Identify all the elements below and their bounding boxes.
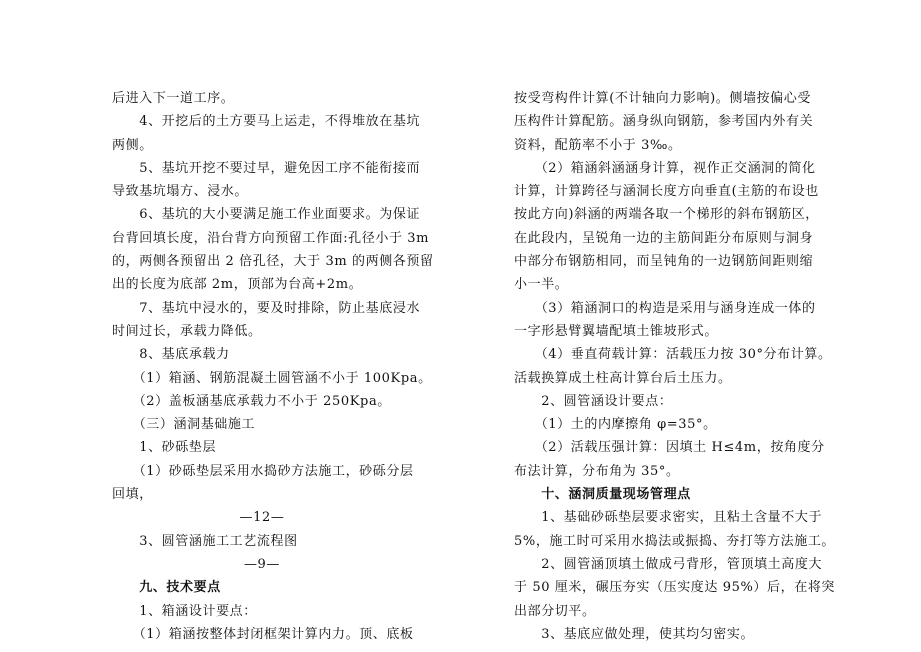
text-line: （1）土的内摩擦角 φ=35°。 bbox=[514, 417, 717, 433]
text-line: 在此段内，呈锐角一边的主筋间距分布原则与洞身 bbox=[514, 230, 814, 246]
text-line: 两侧。 bbox=[112, 137, 153, 153]
text-line: 中部分布钢筋相同，而呈钝角的一边钢筋间距则缩 bbox=[514, 254, 814, 270]
text-line: 1、箱涵设计要点： bbox=[112, 603, 257, 619]
section-heading: 十、涵洞质量现场管理点 bbox=[514, 487, 691, 503]
text-line: （1）砂砾垫层采用水捣砂方法施工，砂砾分层 bbox=[112, 463, 414, 479]
text-line: （1）箱涵按整体封闭框架计算内力。顶、底板 bbox=[112, 626, 414, 642]
text-line: （2）活载压强计算：因填土 H≤4m，按角度分 bbox=[514, 440, 825, 456]
text-line: 8、基底承载力 bbox=[112, 347, 230, 363]
text-line: 计算，计算跨径与涵洞长度方向垂直(主筋的布设也 bbox=[514, 184, 819, 200]
text-line: （2）盖板涵基底承载力不小于 250Kpa。 bbox=[112, 393, 391, 409]
text-line: 6、基坑的大小要满足施工作业面要求。为保证 bbox=[112, 207, 421, 223]
text-line: 一字形悬臂翼墙配填土锥坡形式。 bbox=[514, 323, 719, 339]
text-line: 导致基坑塌方、浸水。 bbox=[112, 184, 249, 200]
text-line: 7、基坑中浸水的，要及时排除，防止基底浸水 bbox=[112, 300, 421, 316]
text-line: 3、圆管涵施工工艺流程图 bbox=[112, 533, 298, 549]
text-line: 5%，施工时可采用水捣法或振捣、夯打等方法施工。 bbox=[514, 533, 836, 549]
text-line: （1）箱涵、钢筋混凝土圆管涵不小于 100Kpa。 bbox=[112, 370, 432, 386]
text-line: 压构件计算配筋。涵身纵向钢筋，参考国内外有关 bbox=[514, 114, 814, 130]
text-line: 1、基础砂砾垫层要求密实，且粘土含量不大于 bbox=[514, 510, 823, 526]
text-line: 的，两侧各预留出 2 倍孔径，大于 3m 的两侧各预留 bbox=[112, 254, 434, 270]
text-line: 3、基底应做处理，使其均匀密实。 bbox=[514, 626, 755, 642]
text-line: 于 50 厘米，碾压夯实（压实度达 95%）后，在将突 bbox=[514, 580, 836, 596]
text-line: 4、开挖后的土方要马上运走，不得堆放在基坑 bbox=[112, 114, 421, 130]
text-line: 5、基坑开挖不要过早，避免因工序不能衔接而 bbox=[112, 160, 421, 176]
text-line: 按此方向)斜涵的两端各取一个梯形的斜布钢筋区， bbox=[514, 207, 819, 223]
text-line: 时间过长，承载力降低。 bbox=[112, 323, 262, 339]
text-line: 回填， bbox=[112, 487, 153, 503]
text-line: （三）涵洞基础施工 bbox=[112, 417, 256, 433]
text-line: 出的长度为底部 2m，顶部为台高+2m。 bbox=[112, 277, 363, 293]
text-line: （2）箱涵斜涵涵身计算，视作正交涵洞的简化 bbox=[514, 160, 816, 176]
text-line: 小一半。 bbox=[514, 277, 569, 293]
text-line: 资料，配筋率不小于 3‰。 bbox=[514, 137, 682, 153]
text-line: 按受弯构件计算(不计轴向力影响)。侧墙按偏心受 bbox=[514, 91, 811, 106]
section-heading: 九、技术要点 bbox=[112, 580, 221, 596]
text-line: （4）垂直荷载计算：活载压力按 30°分布计算。 bbox=[514, 347, 832, 363]
left-column bbox=[112, 87, 434, 646]
text-line: 活载换算成土柱高计算台后土压力。 bbox=[514, 370, 732, 386]
text-line: 布法计算，分布角为 35°。 bbox=[514, 463, 680, 479]
text-line: 2、圆管涵设计要点： bbox=[514, 393, 673, 409]
right-column bbox=[514, 87, 836, 646]
text-line: （3）箱涵洞口的构造是采用与涵身连成一体的 bbox=[514, 300, 816, 316]
text-line: 台背回填长度，沿台背方向预留工作面:孔径小于 3m bbox=[112, 230, 430, 246]
text-line: 1、砂砾垫层 bbox=[112, 440, 217, 456]
page-number: —9— bbox=[243, 556, 281, 572]
page-number: —12— bbox=[239, 510, 285, 526]
text-line: 后进入下一道工序。 bbox=[112, 91, 235, 106]
text-line: 出部分切平。 bbox=[514, 603, 596, 619]
text-line: 2、圆管涵顶填土做成弓背形，管顶填土高度大 bbox=[514, 556, 823, 572]
